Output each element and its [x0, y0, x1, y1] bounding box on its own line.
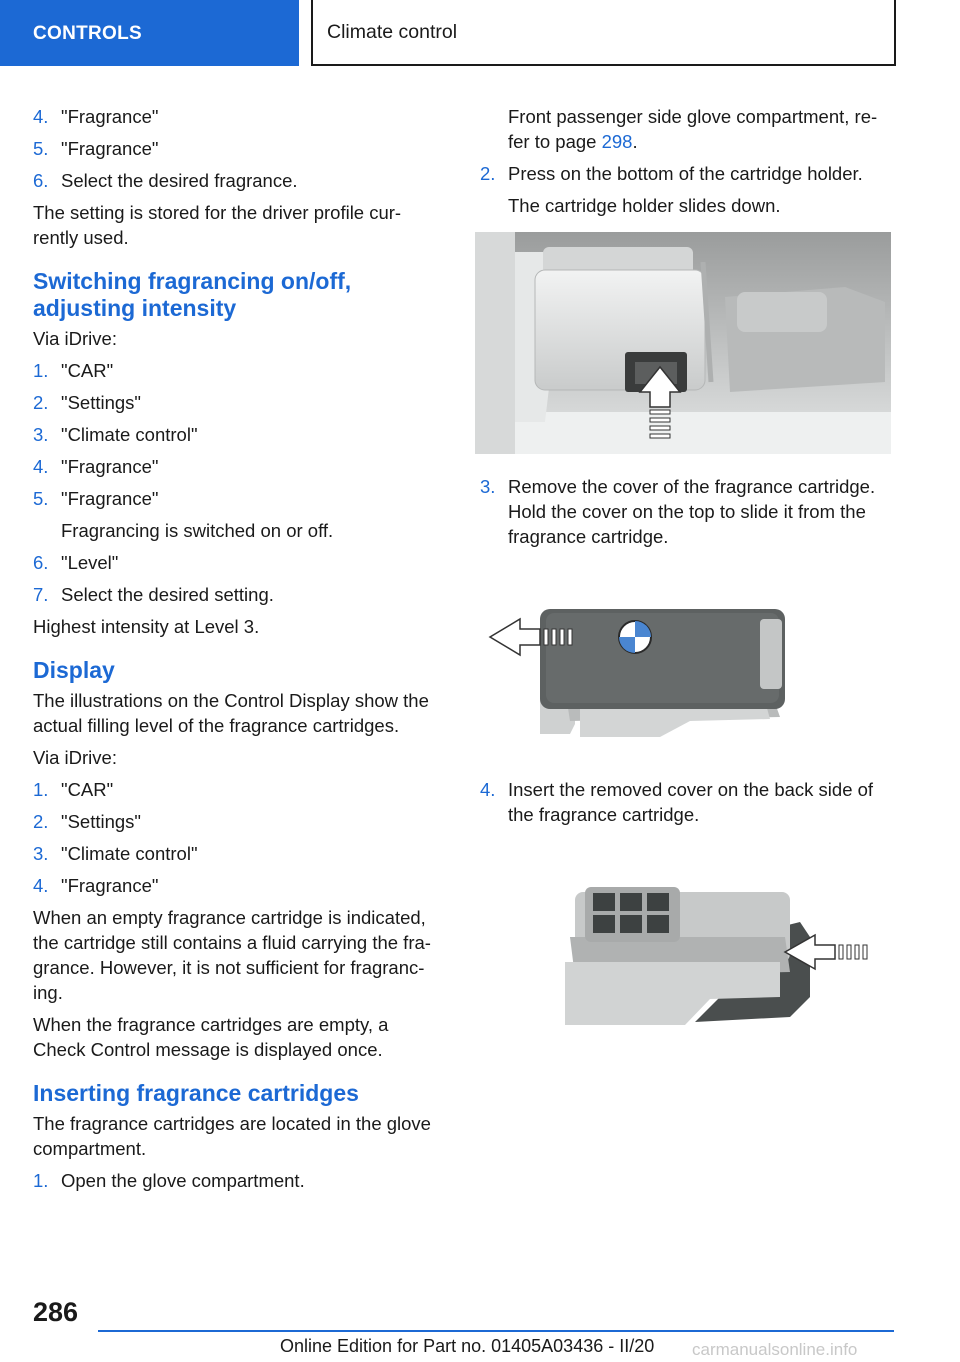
page-link[interactable]: 298 [601, 131, 633, 152]
watermark: carmanualsonline.info [692, 1340, 858, 1359]
list-item: 1. Open the glove compartment. [33, 1170, 305, 1191]
right-column [480, 104, 892, 1027]
list-item: 5. "Fragrance" [33, 138, 159, 159]
section-tab: CONTROLS [0, 0, 299, 66]
list-item: 4. "Fragrance" [33, 875, 159, 896]
list-item: 4. "Fragrance" [33, 456, 159, 477]
page-number: 286 [33, 1297, 79, 1327]
paragraph: The illustrations on the Control Display show the actual filling level of the fragrance cartridges. [33, 690, 429, 736]
step-list-right-b [480, 474, 892, 549]
list-item: 3. Remove the cover of the fragrance cartridge. Hold the cover on the top to slide it from the fragrance cartridge. [480, 476, 876, 547]
cartridge-remove-illustration [480, 589, 892, 739]
paragraph: The fragrance cartridges are located in the glove compartment. [33, 1113, 431, 1159]
step-list-display [33, 777, 445, 898]
section-heading: Switching fragrancing on/off, adjusting intensity [33, 268, 352, 321]
chapter-title: Climate control [311, 0, 896, 66]
edition-text: Online Edition for Part no. 01405A03436 - II/20 [280, 1336, 655, 1356]
paragraph: Front passenger side glove compartment, re-fer to page 298. [508, 106, 878, 152]
step-list-right-a [480, 161, 892, 218]
paragraph: When an empty fragrance cartridge is indicated, the cartridge still contains a fluid carrying the fra-grance. However, it is not sufficient for fragranc-ing. [33, 907, 431, 1003]
paragraph: Via iDrive: [33, 747, 117, 768]
list-item: 3. "Climate control" [33, 424, 198, 445]
remove-cover-illustration [480, 589, 892, 739]
left-column [33, 104, 445, 1200]
list-item: 4. "Fragrance" [33, 106, 159, 127]
step-list-fragrance [33, 104, 445, 193]
insert-cover-illustration [480, 877, 892, 1027]
paragraph: When the fragrance cartridges are empty, a Check Control message is displayed once. [33, 1014, 389, 1060]
step-list-switching [33, 358, 445, 607]
list-item: 2. "Settings" [33, 811, 141, 832]
footer-divider [98, 1330, 894, 1332]
list-item: 4. Insert the removed cover on the back side of the fragrance cartridge. [480, 779, 874, 825]
glove-compartment-photo [475, 232, 891, 454]
paragraph: Highest intensity at Level 3. [33, 616, 260, 637]
list-item: 3. "Climate control" [33, 843, 198, 864]
section-heading: Inserting fragrance cartridges [33, 1080, 359, 1106]
step-list-insert [33, 1168, 445, 1193]
list-item: 6. "Level" [33, 552, 119, 573]
list-item: 6. Select the desired fragrance. [33, 170, 298, 191]
section-heading: Display [33, 657, 115, 683]
cartridge-insert-illustration [480, 877, 892, 1027]
list-item: 1. "CAR" [33, 779, 114, 800]
paragraph: The setting is stored for the driver profile cur-rently used. [33, 202, 402, 248]
list-item: 2. Press on the bottom of the cartridge holder. The cartridge holder slides down. [480, 163, 863, 216]
paragraph: Via iDrive: [33, 328, 117, 349]
list-item: 7. Select the desired setting. [33, 584, 274, 605]
list-item: 5. "Fragrance" Fragrancing is switched on or off. [33, 488, 334, 541]
step-list-right-c [480, 777, 892, 827]
cartridge-holder-illustration [475, 232, 891, 454]
list-item: 1. "CAR" [33, 360, 114, 381]
list-item: 2. "Settings" [33, 392, 141, 413]
